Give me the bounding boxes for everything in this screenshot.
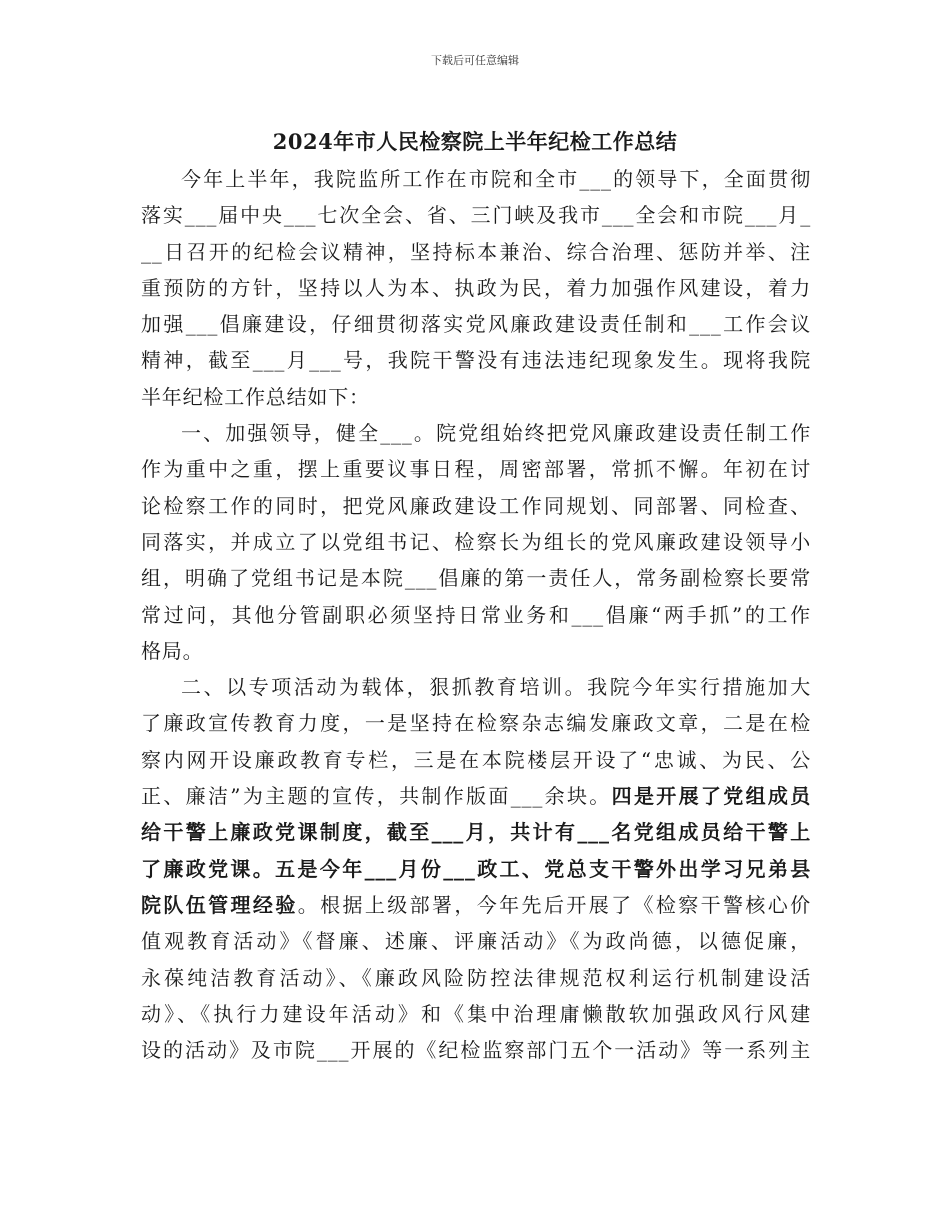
paragraph-line (141, 887, 811, 923)
paragraph-line: 了廉政宣传教育力度，一是坚持在检察杂志编发廉政文章，二是在检 (141, 711, 811, 736)
paragraph-line: 动》、《执行力建设年活动》和《集中治理庸懒散软加强政风行风建 (141, 1001, 811, 1026)
paragraph-line: 落实___届中央___七次全会、省、三门峡及我市___全会和市院___月_ (141, 203, 811, 228)
paragraph-line (141, 778, 811, 814)
paragraph-line: 一、加强领导，健全___。院党组始终把党风廉政建设责任制工作 (181, 421, 811, 446)
plain-segment: 。根据上级部署，今年先后开展了《检察干警核心价 (297, 892, 811, 917)
paragraph-line: 二、以专项活动为载体，狠抓教育培训。我院今年实行措施加大 (181, 675, 811, 700)
document-title: 2024年市人民检察院上半年纪检工作总结 (272, 129, 678, 154)
bold-segment: 院队伍管理经验 (141, 892, 298, 917)
paragraph-line: 论检察工作的同时，把党风廉政建设工作同规划、同部署、同检查、 (141, 493, 811, 518)
paragraph-line: 半年纪检工作总结如下： (141, 384, 370, 409)
bold-segment: 四是开展了党组成员 (611, 784, 812, 809)
paragraph-line: 察内网开设廉政教育专栏，三是在本院楼层开设了“忠诚、为民、公 (141, 747, 811, 772)
paragraph-line: 精神，截至___月___号，我院干警没有违法违纪现象发生。现将我院 (141, 348, 811, 373)
paragraph-line: 作为重中之重，摆上重要议事日程，周密部署，常抓不懈。年初在讨 (141, 457, 811, 482)
paragraph-line: 格局。 (141, 638, 204, 663)
header-note: 下载后可任意编辑 (431, 54, 519, 67)
plain-segment: 正、廉洁”为主题的宣传，共制作版面___余块。 (141, 784, 612, 809)
paragraph-line: 值观教育活动》《督廉、述廉、评廉活动》《为政尚德，以德促廉， (141, 929, 811, 954)
paragraph-line: 重预防的方针，坚持以人为本、执政为民，着力加强作风建设，着力 (141, 275, 811, 300)
paragraph-line: 同落实，并成立了以党组书记、检察长为组长的党风廉政建设领导小 (141, 529, 811, 554)
paragraph-line: 常过问，其他分管副职必须坚持日常业务和___倡廉“两手抓”的工作 (141, 602, 811, 627)
paragraph-line: 组，明确了党组书记是本院___倡廉的第一责任人，常务副检察长要常 (141, 566, 811, 591)
paragraph-line: 永葆纯洁教育活动》、《廉政风险防控法律规范权利运行机制建设活 (141, 965, 811, 990)
paragraph-line-bold: 了廉政党课。五是今年___月份___政工、党总支干警外出学习兄弟县 (141, 856, 811, 881)
paragraph-line: 今年上半年，我院监所工作在市院和全市___的领导下，全面贯彻 (181, 167, 811, 191)
paragraph-line-bold: 给干警上廉政党课制度，截至___月，共计有___名党组成员给干警上 (141, 820, 811, 845)
paragraph-line: __日召开的纪检会议精神，坚持标本兼治、综合治理、惩防并举、注 (141, 239, 811, 264)
document-body (141, 161, 811, 1068)
paragraph-line: 加强___倡廉建设，仔细贯彻落实党风廉政建设责任制和___工作会议 (141, 312, 811, 337)
paragraph-line: 设的活动》及市院___开展的《纪检监察部门五个一活动》等一系列主 (141, 1038, 811, 1063)
